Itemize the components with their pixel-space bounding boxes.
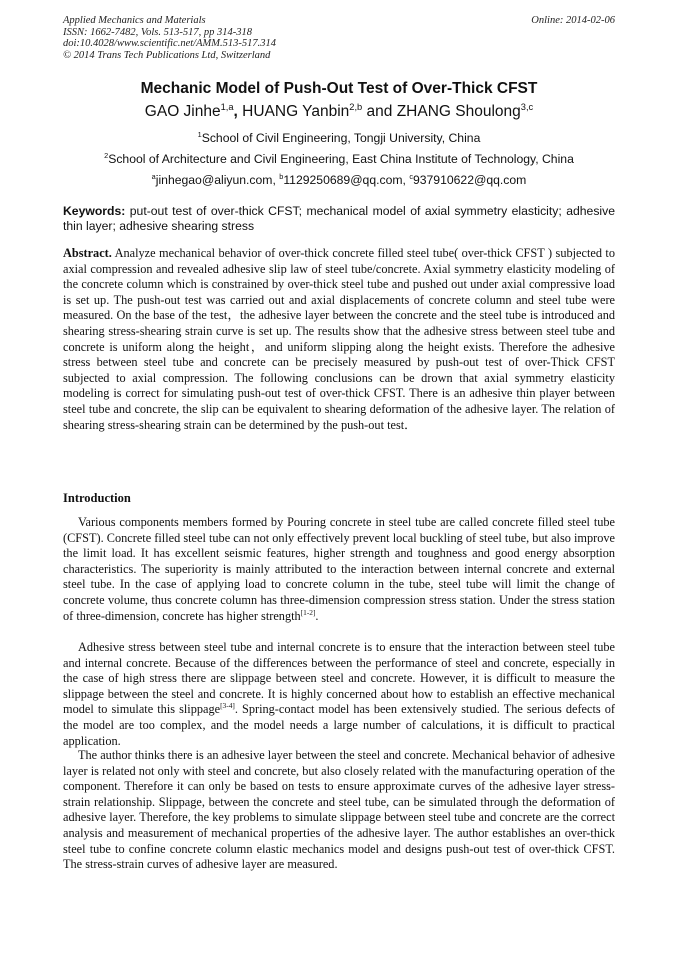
citation-ref: [3-4] <box>220 701 235 711</box>
citation-ref: [1-2] <box>300 607 316 617</box>
paper-title: Mechanic Model of Push-Out Test of Over-Thick CFST <box>140 80 538 97</box>
affil-text: School of Architecture and Civil Engineering, East China Institute of Technology, China <box>108 152 574 166</box>
author-affil-mark: 3,c <box>520 101 534 112</box>
section-heading-introduction: Introduction <box>63 491 131 505</box>
paragraph-text: . Spring-contact model has been extensively studied. The serious defects of the model are too complex, and the model needs a large number of calculations, it is difficult to practical application. <box>63 702 615 748</box>
email-mark: c <box>409 171 413 181</box>
author-separator: , <box>233 103 243 120</box>
affiliation-2 <box>0 152 678 166</box>
paragraph-text: Adhesive stress between steel tube and internal concrete is to ensure that the interaction between steel tube and internal concrete. Because of the differences between the performance of steel and concrete, especially in the case of high stress there are slippage between steel and concrete. However, it is difficult to measure the slippage between the steel and concrete. It is highly concerned about how to establish an effective mechanical model to simulate this slippage <box>63 640 615 717</box>
intro-paragraph-3: The author thinks there is an adhesive layer between the steel and concrete. Mechanical behavior of adhesive layer is related not only with steel and concrete, but also closely related with the manufacturing operation of the component. Therefore it can only be based on tests to ensure approximate curves of the adhesive layer stress-strain relationship. Slippage, between the concrete and steel tube, can be simulated through the deformation of adhesive layer. Therefore, the key problems to simulate slippage between steel tube and concrete are the correct analysis and measurement of mechanical properties of the adhesive layer. The author establishes an over-thick steel tube to confine concrete column elastic mechanics model and designs push-out test of over-thick CFST. The stress-strain curves of adhesive layer are measured. <box>63 748 615 872</box>
email-address: jinhegao@aliyun.com, <box>155 173 280 187</box>
abstract <box>63 246 615 433</box>
keywords <box>63 204 615 234</box>
email-line <box>0 173 678 187</box>
author-name: ZHANG Shoulong <box>396 103 521 120</box>
issn-line: ISSN: 1662-7482, Vols. 513-517, pp 314-318 <box>63 26 252 38</box>
email-address: 1129250689@qq.com, <box>283 173 410 187</box>
author-separator: and <box>362 103 397 120</box>
author-list <box>0 103 678 121</box>
intro-paragraph-1 <box>63 515 615 624</box>
keywords-text: put-out test of over-thick CFST; mechanical model of axial symmetry elasticity; adhesive thin layer; adhesive shearing stress <box>63 204 615 233</box>
author-affil-mark: 2,b <box>349 101 363 112</box>
online-date: Online: 2014-02-06 <box>531 15 615 26</box>
abstract-text: Analyze mechanical behavior of over-thick concrete filled steel tube( over-thick CFST ) subjected to axial compression and revealed adhesive slip law of steel tube/concrete. Axial symmetry elasticity modeling of the concrete column which is constrained by over-thick steel tube and pushed out under axial compressive load is set up. The push-out test was carried out and axial displacements of concrete column and steel tube were measured. On the base of the test，the adhesive layer between the concrete and the steel tube is introduced and shearing stress-shearing strain curve is set up. The results show that the adhesive stress between steel tube and concrete is uniform along the height，and uniform slipping along the height exists. Therefore the adhesive stress between steel tube and concrete can be precisely measured by push-out test of over-Thick CFST subjected to axial compression. The following conclusions can be drown that axial symmetry elasticity modeling is correct for simulating push-out test of over-thick CFST. There is an adhesive thin player between steel tube and concrete, the slip can be equivalent to shearing deformation of the adhesive layer. The relation of shearing stress-shearing strain can be determined by the push-out test． <box>63 246 615 432</box>
paragraph-text: . <box>315 608 319 623</box>
email-mark: a <box>151 171 156 181</box>
keywords-label: Keywords: <box>63 204 126 218</box>
affiliation-1 <box>0 131 678 145</box>
email-address: 937910622@qq.com <box>412 173 527 187</box>
intro-paragraph-2 <box>63 640 615 749</box>
journal-name: Applied Mechanics and Materials <box>63 15 206 26</box>
email-mark: b <box>279 171 284 181</box>
affil-text: School of Civil Engineering, Tongji University, China <box>201 131 481 145</box>
abstract-label: Abstract. <box>63 246 112 260</box>
affil-mark: 2 <box>104 150 109 160</box>
journal-header <box>63 15 615 61</box>
affil-mark: 1 <box>197 129 202 139</box>
author-name: GAO Jinhe <box>144 103 221 120</box>
paragraph-text: Various components members formed by Pouring concrete in steel tube are called concrete filled steel tube (CFST). Concrete filled steel tube can not only effectively prevent local buckling of steel tube, but also improve the limit load. It has excellent seismic features, higher strength and toughness and good energy absorption characteristics. The superiority is mainly attributed to the interaction between internal concrete and external steel tube. In the case of applying load to concrete column in the tube, steel tube will limit the change of concrete volume, thus concrete column has three-dimension compression stress station. Under the stress station of three-dimension, concrete has higher strength <box>63 515 615 623</box>
doi-line: doi:10.4028/www.scientific.net/AMM.513-517.314 <box>63 38 276 50</box>
author-affil-mark: 1,a <box>220 101 234 112</box>
author-name: HUANG Yanbin <box>242 103 350 120</box>
copyright-line: © 2014 Trans Tech Publications Ltd, Switzerland <box>63 49 271 61</box>
